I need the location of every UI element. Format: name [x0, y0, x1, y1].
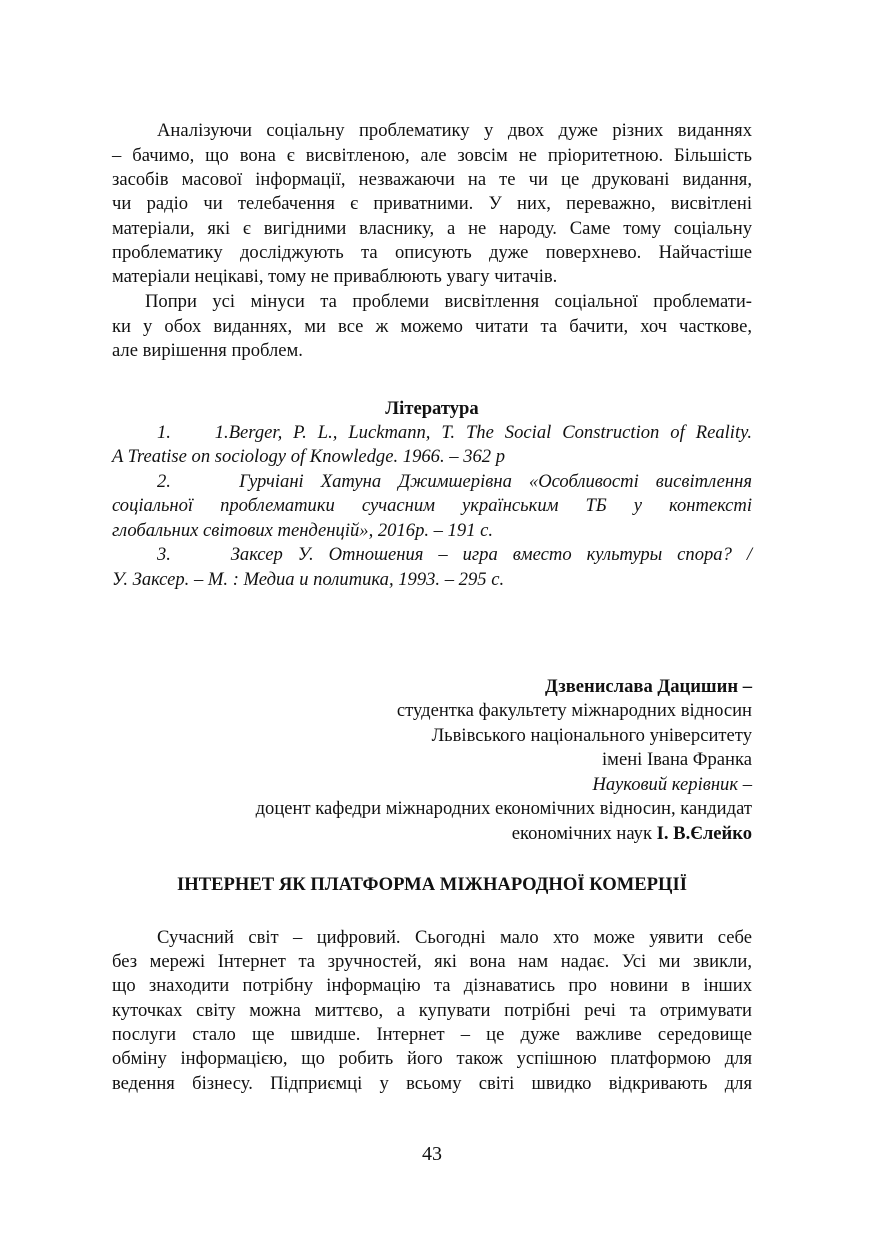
reference-line: соціальної проблематики сучасним українським ТБ у контексті: [112, 495, 752, 516]
reference-line: 1. 1.Berger, P. L., Luckmann, T. The Social Construction of Reality.: [157, 422, 752, 443]
references-heading: Література: [385, 398, 479, 419]
supervisor-name: І. В.Єлейко: [656, 823, 752, 844]
text-line: але вирішення проблем.: [112, 340, 303, 361]
reference-line: A Treatise on sociology of Knowledge. 1966. – 362 p: [112, 446, 506, 467]
text-line: послуги стало ще швидше. Інтернет – це дуже важливе середовище: [112, 1024, 752, 1045]
supervisor-label: Науковий керівник –: [592, 774, 752, 795]
text-line: Аналізуючи соціальну проблематику у двох дуже різних виданнях: [157, 120, 752, 141]
author-affiliation: студентка факультету міжнародних відносин: [396, 700, 752, 721]
text-line: Попри усі мінуси та проблеми висвітлення соціальної проблемати-: [145, 291, 752, 312]
author-affiliation: імені Івана Франка: [602, 749, 752, 770]
reference-line: 2. Гурчіані Хатуна Джимшерівна «Особливості висвітлення: [157, 471, 752, 492]
text-line: матеріали нецікаві, тому не приваблюють увагу читачів.: [112, 266, 558, 287]
author-name: Дзвенислава Дацишин –: [544, 676, 752, 697]
text-line: без мережі Інтернет та зручностей, які вона нам надає. Усі ми звикли,: [112, 951, 752, 972]
text-line: проблематику досліджують та описують дуже поверхнево. Найчастіше: [112, 242, 752, 263]
text-line: чи радіо чи телебачення є приватними. У них, переважно, висвітлені: [112, 193, 752, 214]
supervisor-degree-text: економічних наук: [511, 823, 657, 844]
text-line: куточках світу можна миттєво, а купувати потрібні речі та отримувати: [112, 1000, 752, 1021]
article-title: ІНТЕРНЕТ ЯК ПЛАТФОРМА МІЖНАРОДНОЇ КОМЕРЦІЇ: [177, 874, 687, 895]
text-line: – бачимо, що вона є висвітленою, але зовсім не пріоритетною. Більшість: [112, 145, 752, 166]
author-affiliation: Львівського національного університету: [431, 725, 752, 746]
page-number: 43: [422, 1143, 442, 1165]
text-line: засобів масової інформації, незважаючи на те чи це друковані видання,: [112, 169, 752, 190]
reference-line: глобальних світових тенденцій», 2016р. – 191 с.: [112, 520, 494, 541]
text-line: ведення бізнесу. Підприємці у всьому світі швидко відкривають для: [112, 1073, 752, 1094]
text-line: що знаходити потрібну інформацію та дізнаватись про новини в інших: [112, 975, 752, 996]
text-line: матеріали, які є вигідними власнику, а не народу. Саме тому соціальну: [112, 218, 752, 239]
reference-line: 3. Заксер У. Отношения – игра вместо культуры спора? /: [157, 544, 752, 565]
supervisor-degree: [112, 823, 752, 845]
reference-line: У. Заксер. – М. : Медиа и политика, 1993. – 295 с.: [112, 569, 505, 590]
text-line: Сучасний світ – цифровий. Сьогодні мало хто може уявити себе: [157, 927, 752, 948]
text-line: ки у обох виданнях, ми все ж можемо читати та бачити, хоч часткове,: [112, 316, 752, 337]
supervisor-position: доцент кафедри міжнародних економічних відносин, кандидат: [255, 798, 752, 819]
text-line: обміну інформацією, що робить його також успішною платформою для: [112, 1048, 752, 1069]
